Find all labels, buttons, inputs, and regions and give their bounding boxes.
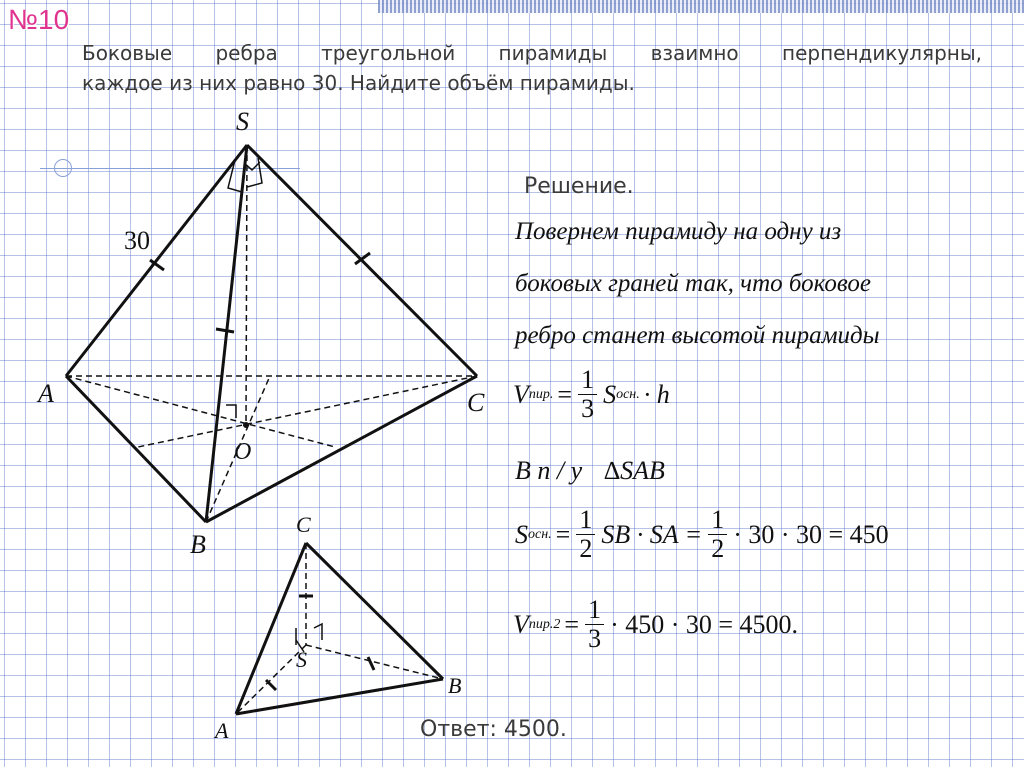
problem-line-2: каждое из них равно 30. Найдите объём пирамиды. bbox=[82, 71, 635, 95]
solution-line-3: ребро станет высотой пирамиды bbox=[515, 322, 880, 349]
formula-volume-result: V пир.2 = $\frac{1}{3}$ · 450 · 30 = 4500. bbox=[513, 595, 799, 653]
formula4-lhs: V bbox=[513, 609, 529, 639]
label-S: S bbox=[236, 107, 249, 136]
edge-SA bbox=[66, 145, 247, 376]
formula-triangle bbox=[515, 456, 665, 486]
edge-SB bbox=[206, 145, 247, 522]
formula3-fraction-1: $\frac{1}{2}$ bbox=[576, 506, 595, 563]
formula1-rest: · h bbox=[643, 379, 670, 409]
solution-line-1: Повернем пирамиду на одну из bbox=[515, 218, 842, 245]
small-edge-CB bbox=[306, 543, 443, 679]
answer: Ответ: 4500. bbox=[420, 717, 567, 742]
formula1-S-sub: осн. bbox=[616, 386, 640, 402]
label-B: B bbox=[190, 530, 206, 559]
small-hidden-lines bbox=[236, 543, 443, 714]
main-pyramid bbox=[66, 145, 477, 522]
small-label-B: B bbox=[448, 673, 462, 698]
small-tick-marks bbox=[266, 596, 374, 690]
label-O: O bbox=[234, 439, 252, 465]
small-pyramid bbox=[236, 543, 443, 714]
label-A: A bbox=[38, 379, 54, 408]
solution-line-2: боковых граней так, что боковое bbox=[515, 270, 872, 297]
formula1-lhs: V bbox=[513, 379, 529, 409]
formula3-mid: SB · SA = bbox=[601, 519, 703, 549]
formula2-triangle: ∆SAB bbox=[604, 456, 665, 485]
formula3-lhs-sub: осн. bbox=[528, 526, 552, 542]
small-label-S: S bbox=[296, 647, 307, 672]
formula3-lhs: S bbox=[515, 519, 528, 549]
height-SO bbox=[246, 145, 247, 425]
formula-volume bbox=[513, 366, 670, 423]
formula4-fraction: $\frac{1}{3}$ bbox=[585, 596, 604, 653]
formula3-rest: · 30 · 30 = 450 bbox=[733, 519, 889, 549]
formula4-lhs-sub: пир.2 bbox=[528, 616, 561, 632]
point-O bbox=[244, 423, 249, 428]
hidden-lines bbox=[66, 145, 477, 522]
formula1-lhs-sub: пир. bbox=[528, 386, 554, 402]
median-C bbox=[138, 376, 477, 447]
formula-base-area: S осн. = $\frac{1}{2}$ SB · SA = $\frac{1}{2}$ · 30 · 30 = 450 bbox=[515, 505, 889, 563]
problem-line-1: Боковые ребра треугольной пирамиды взаимно перпендикулярны, bbox=[82, 41, 982, 65]
problem-number: №10 bbox=[8, 4, 70, 35]
formula2-prefix: В п / у bbox=[515, 456, 583, 485]
formula3-fraction-2: $\frac{1}{2}$ bbox=[708, 506, 727, 563]
formula1-eq: = bbox=[557, 379, 573, 409]
edge-length-label: 30 bbox=[124, 226, 150, 255]
formula4-rest: · 450 · 30 = 4500. bbox=[610, 609, 799, 639]
tick-marks bbox=[150, 253, 370, 332]
edge-AB bbox=[66, 376, 206, 522]
label-C: C bbox=[467, 388, 485, 417]
formula1-S: S bbox=[603, 379, 617, 409]
solution-title: Решение. bbox=[524, 174, 634, 199]
small-label-C: C bbox=[296, 512, 311, 537]
formula1-fraction: $\frac{1}{3}$ bbox=[578, 366, 597, 423]
small-label-A: A bbox=[215, 718, 229, 743]
median-A bbox=[66, 376, 335, 447]
